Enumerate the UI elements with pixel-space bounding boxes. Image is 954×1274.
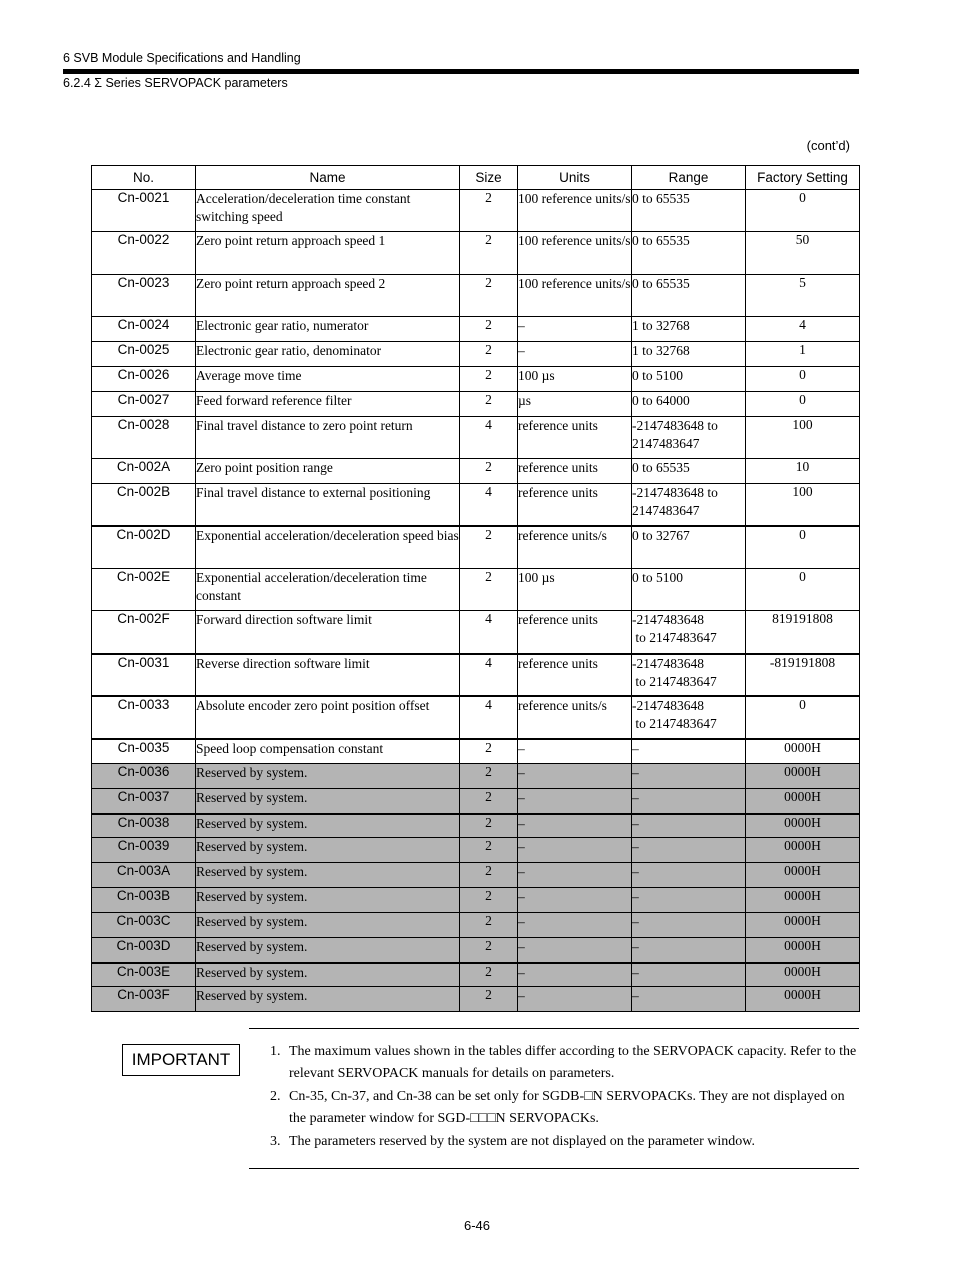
param-units-cell: – (518, 888, 632, 913)
param-units-cell: 100 reference units/s (518, 190, 632, 232)
param-range-cell: – (632, 863, 746, 888)
param-number-cell: Cn-002F (92, 611, 196, 654)
param-factory-setting-cell: 0000H (746, 789, 860, 814)
param-range-cell: 1 to 32768 (632, 342, 746, 367)
param-factory-setting-cell: 0000H (746, 987, 860, 1012)
param-number-cell: Cn-0024 (92, 317, 196, 342)
param-name-cell: Reverse direction software limit (196, 654, 460, 696)
param-range-cell: – (632, 739, 746, 764)
param-units-cell: – (518, 739, 632, 764)
param-size-cell: 2 (460, 838, 518, 863)
param-factory-setting-cell: 0000H (746, 863, 860, 888)
param-units-cell: reference units/s (518, 696, 632, 739)
param-number-cell: Cn-003A (92, 863, 196, 888)
table-row (92, 484, 860, 526)
param-name-cell: Final travel distance to external positioning (196, 484, 460, 526)
table-row (92, 696, 860, 739)
param-number-cell: Cn-003B (92, 888, 196, 913)
param-name-cell: Zero point return approach speed 2 (196, 275, 460, 317)
param-size-cell: 2 (460, 814, 518, 838)
param-range-cell: -2147483648 to 2147483647 (632, 696, 746, 739)
param-units-cell: – (518, 938, 632, 963)
param-number-cell: Cn-0027 (92, 392, 196, 417)
table-row (92, 275, 860, 317)
param-size-cell: 2 (460, 938, 518, 963)
param-size-cell: 2 (460, 275, 518, 317)
param-number-cell: Cn-003C (92, 913, 196, 938)
param-name-cell: Feed forward reference filter (196, 392, 460, 417)
param-factory-setting-cell: 10 (746, 459, 860, 484)
param-factory-setting-cell: 0000H (746, 938, 860, 963)
col-header-name: Name (196, 166, 460, 190)
important-note (270, 1131, 860, 1153)
param-name-cell: Exponential acceleration/deceleration time constant (196, 569, 460, 611)
table-row (92, 987, 860, 1012)
param-range-cell: -2147483648 to 2147483647 (632, 484, 746, 526)
param-units-cell: – (518, 317, 632, 342)
table-row (92, 417, 860, 459)
param-name-cell: Reserved by system. (196, 814, 460, 838)
param-range-cell: – (632, 814, 746, 838)
col-header-range: Range (632, 166, 746, 190)
param-factory-setting-cell: 819191808 (746, 611, 860, 654)
param-factory-setting-cell: 0000H (746, 764, 860, 789)
param-name-cell: Reserved by system. (196, 789, 460, 814)
param-size-cell: 2 (460, 459, 518, 484)
important-label: IMPORTANT (122, 1044, 240, 1076)
param-number-cell: Cn-002A (92, 459, 196, 484)
param-units-cell: 100 µs (518, 569, 632, 611)
table-row (92, 232, 860, 275)
param-range-cell: – (632, 838, 746, 863)
param-number-cell: Cn-0028 (92, 417, 196, 459)
param-size-cell: 2 (460, 232, 518, 275)
param-name-cell: Reserved by system. (196, 938, 460, 963)
param-units-cell: – (518, 913, 632, 938)
param-factory-setting-cell: 0000H (746, 739, 860, 764)
param-size-cell: 2 (460, 789, 518, 814)
param-size-cell: 2 (460, 739, 518, 764)
param-name-cell: Exponential acceleration/deceleration speed bias (196, 526, 460, 569)
table-row (92, 367, 860, 392)
param-number-cell: Cn-0023 (92, 275, 196, 317)
param-number-cell: Cn-0039 (92, 838, 196, 863)
param-size-cell: 2 (460, 963, 518, 987)
table-row (92, 863, 860, 888)
param-size-cell: 2 (460, 342, 518, 367)
param-number-cell: Cn-002D (92, 526, 196, 569)
param-range-cell: – (632, 888, 746, 913)
param-range-cell: -2147483648 to 2147483647 (632, 654, 746, 696)
param-name-cell: Reserved by system. (196, 764, 460, 789)
table-row (92, 317, 860, 342)
param-range-cell: 0 to 5100 (632, 569, 746, 611)
param-name-cell: Reserved by system. (196, 913, 460, 938)
param-units-cell: – (518, 814, 632, 838)
param-name-cell: Electronic gear ratio, numerator (196, 317, 460, 342)
param-units-cell: – (518, 342, 632, 367)
param-units-cell: – (518, 963, 632, 987)
param-number-cell: Cn-0031 (92, 654, 196, 696)
param-name-cell: Average move time (196, 367, 460, 392)
chapter-header: 6 SVB Module Specifications and Handling (63, 51, 301, 65)
param-factory-setting-cell: 50 (746, 232, 860, 275)
param-size-cell: 2 (460, 317, 518, 342)
section-header: 6.2.4 Σ Series SERVOPACK parameters (63, 76, 288, 90)
parameter-table (91, 165, 860, 1012)
param-size-cell: 2 (460, 913, 518, 938)
param-factory-setting-cell: 0 (746, 526, 860, 569)
param-factory-setting-cell: 4 (746, 317, 860, 342)
important-bottom-rule (249, 1168, 859, 1169)
param-number-cell: Cn-0021 (92, 190, 196, 232)
param-size-cell: 4 (460, 611, 518, 654)
param-size-cell: 4 (460, 654, 518, 696)
important-note (270, 1086, 860, 1129)
table-row (92, 888, 860, 913)
page-number: 6-46 (463, 1218, 491, 1233)
param-size-cell: 2 (460, 392, 518, 417)
param-factory-setting-cell: 0 (746, 696, 860, 739)
table-row (92, 963, 860, 987)
table-row (92, 938, 860, 963)
param-range-cell: 0 to 5100 (632, 367, 746, 392)
param-size-cell: 2 (460, 863, 518, 888)
param-units-cell: reference units (518, 459, 632, 484)
param-factory-setting-cell: 0000H (746, 963, 860, 987)
table-row (92, 526, 860, 569)
table-row (92, 569, 860, 611)
table-header-row (92, 166, 860, 190)
note-text: The parameters reserved by the system are not displayed on the parameter window. (289, 1134, 755, 1149)
param-size-cell: 4 (460, 417, 518, 459)
param-factory-setting-cell: 0000H (746, 913, 860, 938)
param-units-cell: reference units/s (518, 526, 632, 569)
param-units-cell: – (518, 838, 632, 863)
param-range-cell: 0 to 65535 (632, 232, 746, 275)
param-units-cell: reference units (518, 484, 632, 526)
param-name-cell: Reserved by system. (196, 888, 460, 913)
param-name-cell: Reserved by system. (196, 963, 460, 987)
note-number: 3. (270, 1134, 281, 1149)
param-factory-setting-cell: 100 (746, 417, 860, 459)
col-header-no: No. (92, 166, 196, 190)
param-size-cell: 2 (460, 526, 518, 569)
param-factory-setting-cell: -819191808 (746, 654, 860, 696)
param-units-cell: reference units (518, 654, 632, 696)
param-number-cell: Cn-0036 (92, 764, 196, 789)
note-number: 1. (270, 1044, 281, 1059)
col-header-units: Units (518, 166, 632, 190)
param-factory-setting-cell: 5 (746, 275, 860, 317)
param-units-cell: – (518, 987, 632, 1012)
param-range-cell: – (632, 938, 746, 963)
param-number-cell: Cn-0033 (92, 696, 196, 739)
param-factory-setting-cell: 0 (746, 190, 860, 232)
param-units-cell: – (518, 789, 632, 814)
note-text: Cn-35, Cn-37, and Cn-38 can be set only for SGDB-□N SERVOPACKs. They are not displayed on the parameter window for SGD-□□□N SERVOPACKs. (289, 1089, 845, 1126)
important-note (270, 1041, 860, 1084)
param-name-cell: Reserved by system. (196, 838, 460, 863)
param-units-cell: – (518, 863, 632, 888)
param-number-cell: Cn-003D (92, 938, 196, 963)
param-name-cell: Zero point return approach speed 1 (196, 232, 460, 275)
param-units-cell: 100 µs (518, 367, 632, 392)
col-header-size: Size (460, 166, 518, 190)
param-name-cell: Reserved by system. (196, 987, 460, 1012)
param-number-cell: Cn-003F (92, 987, 196, 1012)
table-row (92, 392, 860, 417)
param-size-cell: 4 (460, 696, 518, 739)
param-factory-setting-cell: 0000H (746, 814, 860, 838)
param-factory-setting-cell: 1 (746, 342, 860, 367)
param-units-cell: 100 reference units/s (518, 275, 632, 317)
param-range-cell: – (632, 764, 746, 789)
param-range-cell: – (632, 963, 746, 987)
param-name-cell: Final travel distance to zero point return (196, 417, 460, 459)
param-range-cell: 0 to 65535 (632, 190, 746, 232)
param-range-cell: – (632, 913, 746, 938)
param-size-cell: 2 (460, 888, 518, 913)
param-range-cell: 0 to 65535 (632, 459, 746, 484)
param-factory-setting-cell: 0000H (746, 838, 860, 863)
param-range-cell: – (632, 789, 746, 814)
table-row (92, 789, 860, 814)
param-name-cell: Reserved by system. (196, 863, 460, 888)
param-size-cell: 4 (460, 484, 518, 526)
param-factory-setting-cell: 0 (746, 569, 860, 611)
table-row (92, 838, 860, 863)
param-number-cell: Cn-0026 (92, 367, 196, 392)
param-number-cell: Cn-0035 (92, 739, 196, 764)
note-text: The maximum values shown in the tables differ according to the SERVOPACK capacity. Refer to the relevant SERVOPACK manuals for details on parameters. (289, 1044, 857, 1081)
table-row (92, 611, 860, 654)
header-rule (63, 69, 859, 74)
param-units-cell: reference units (518, 611, 632, 654)
table-row (92, 913, 860, 938)
table-body (92, 190, 860, 1012)
param-range-cell: – (632, 987, 746, 1012)
table-row (92, 342, 860, 367)
param-range-cell: 0 to 32767 (632, 526, 746, 569)
param-range-cell: 0 to 64000 (632, 392, 746, 417)
table-row (92, 739, 860, 764)
param-units-cell: reference units (518, 417, 632, 459)
param-name-cell: Electronic gear ratio, denominator (196, 342, 460, 367)
param-name-cell: Absolute encoder zero point position offset (196, 696, 460, 739)
param-number-cell: Cn-0038 (92, 814, 196, 838)
param-size-cell: 2 (460, 367, 518, 392)
param-factory-setting-cell: 0 (746, 392, 860, 417)
param-range-cell: 0 to 65535 (632, 275, 746, 317)
param-name-cell: Speed loop compensation constant (196, 739, 460, 764)
param-size-cell: 2 (460, 190, 518, 232)
param-number-cell: Cn-003E (92, 963, 196, 987)
param-range-cell: 1 to 32768 (632, 317, 746, 342)
param-number-cell: Cn-0025 (92, 342, 196, 367)
param-factory-setting-cell: 0 (746, 367, 860, 392)
param-size-cell: 2 (460, 569, 518, 611)
param-number-cell: Cn-0037 (92, 789, 196, 814)
param-size-cell: 2 (460, 987, 518, 1012)
param-units-cell: 100 reference units/s (518, 232, 632, 275)
param-units-cell: µs (518, 392, 632, 417)
param-name-cell: Zero point position range (196, 459, 460, 484)
param-units-cell: – (518, 764, 632, 789)
important-notes (270, 1041, 860, 1155)
table-row (92, 459, 860, 484)
param-name-cell: Forward direction software limit (196, 611, 460, 654)
continued-label: (cont’d) (806, 138, 850, 153)
param-size-cell: 2 (460, 764, 518, 789)
col-header-factory-setting: Factory Setting (746, 166, 860, 190)
param-name-cell: Acceleration/deceleration time constant switching speed (196, 190, 460, 232)
param-number-cell: Cn-002E (92, 569, 196, 611)
param-factory-setting-cell: 0000H (746, 888, 860, 913)
param-number-cell: Cn-002B (92, 484, 196, 526)
table-row (92, 814, 860, 838)
param-range-cell: -2147483648 to 2147483647 (632, 417, 746, 459)
note-number: 2. (270, 1089, 281, 1104)
param-range-cell: -2147483648 to 2147483647 (632, 611, 746, 654)
table-row (92, 764, 860, 789)
important-top-rule (249, 1028, 859, 1029)
param-factory-setting-cell: 100 (746, 484, 860, 526)
table-row (92, 654, 860, 696)
table-row (92, 190, 860, 232)
param-number-cell: Cn-0022 (92, 232, 196, 275)
